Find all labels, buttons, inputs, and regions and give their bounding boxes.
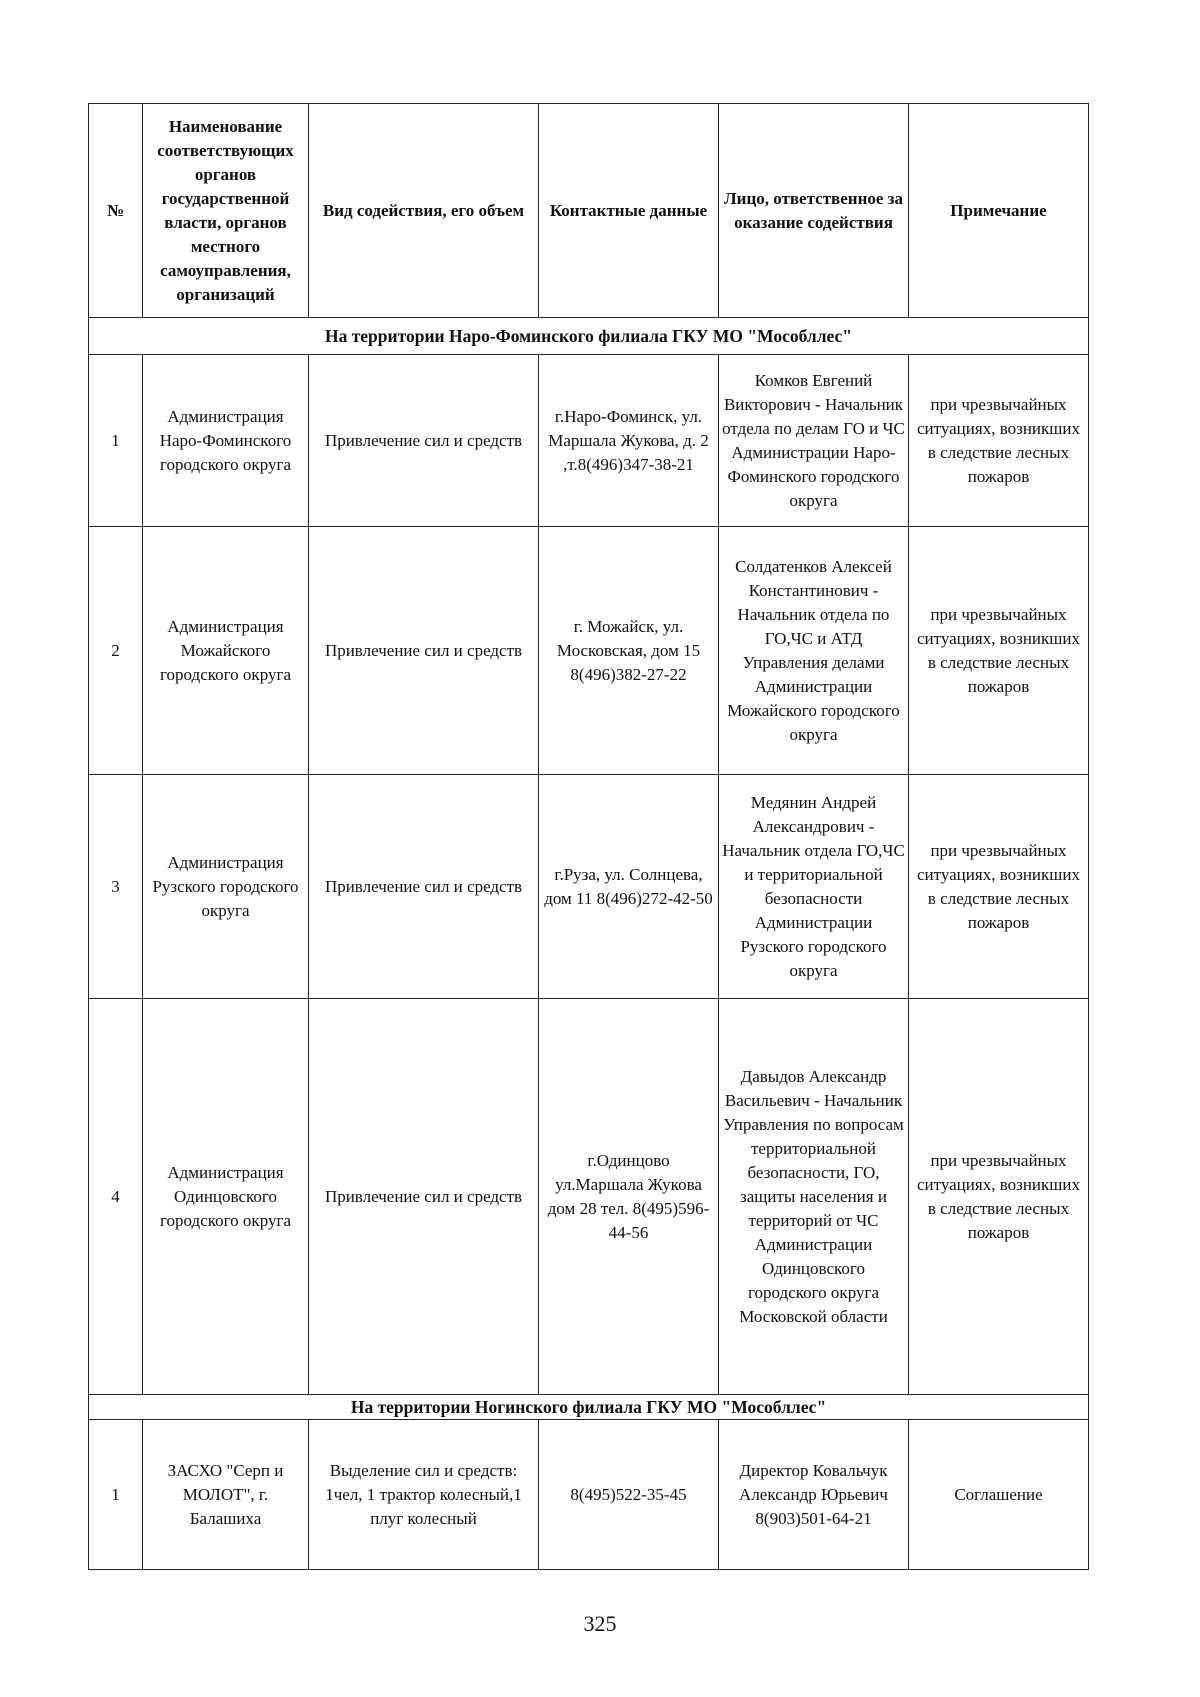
row-type: Выделение сил и средств: 1чел, 1 трактор колесный,1 плуг колесный <box>309 1420 539 1570</box>
row-note: Соглашение <box>909 1420 1089 1570</box>
row-type: Привлечение сил и средств <box>309 355 539 527</box>
section-title: На территории Ногинского филиала ГКУ МО "Мособллес" <box>89 1395 1089 1420</box>
header-type: Вид содействия, его объем <box>309 104 539 318</box>
table-row <box>89 775 1089 999</box>
row-org: Администрация Наро-Фоминского городского округа <box>143 355 309 527</box>
row-num: 2 <box>89 527 143 775</box>
row-contacts: г. Можайск, ул. Московская, дом 15 8(496)382-27-22 <box>539 527 719 775</box>
row-note: при чрезвычайных ситуациях, возникших в следствие лесных пожаров <box>909 999 1089 1395</box>
table-row <box>89 355 1089 527</box>
section-row-naro-fominsk <box>89 318 1089 355</box>
table-row <box>89 1420 1089 1570</box>
header-person: Лицо, ответственное за оказание содействия <box>719 104 909 318</box>
row-num: 1 <box>89 1420 143 1570</box>
section-title: На территории Наро-Фоминского филиала ГКУ МО "Мособллес" <box>89 318 1089 355</box>
row-note: при чрезвычайных ситуациях, возникших в следствие лесных пожаров <box>909 355 1089 527</box>
header-note: Примечание <box>909 104 1089 318</box>
row-person: Комков Евгений Викторович - Начальник отдела по делам ГО и ЧС Администрации Наро-Фоминского городского округа <box>719 355 909 527</box>
document-page <box>88 103 1088 1570</box>
row-note: при чрезвычайных ситуациях, возникших в следствие лесных пожаров <box>909 775 1089 999</box>
row-contacts: г.Руза, ул. Солнцева, дом 11 8(496)272-42-50 <box>539 775 719 999</box>
section-row-noginsk <box>89 1395 1089 1420</box>
row-person: Медянин Андрей Александрович - Начальник отдела ГО,ЧС и территориальной безопасности Администрации Рузского городского округа <box>719 775 909 999</box>
row-num: 1 <box>89 355 143 527</box>
row-person: Директор Ковальчук Александр Юрьевич 8(903)501-64-21 <box>719 1420 909 1570</box>
row-type: Привлечение сил и средств <box>309 775 539 999</box>
row-note: при чрезвычайных ситуациях, возникших в следствие лесных пожаров <box>909 527 1089 775</box>
row-contacts: г.Одинцово ул.Маршала Жукова дом 28 тел. 8(495)596-44-56 <box>539 999 719 1395</box>
header-num: № <box>89 104 143 318</box>
row-num: 4 <box>89 999 143 1395</box>
row-person: Давыдов Александр Васильевич - Начальник Управления по вопросам территориальной безопасности, ГО, защиты населения и территорий от ЧС Администрации Одинцовского городского округа Московской области <box>719 999 909 1395</box>
table-row <box>89 527 1089 775</box>
row-num: 3 <box>89 775 143 999</box>
assistance-table <box>88 103 1089 1570</box>
page-number: 325 <box>583 1611 617 1636</box>
row-person: Солдатенков Алексей Константинович - Начальник отдела по ГО,ЧС и АТД Управления делами Администрации Можайского городского округа <box>719 527 909 775</box>
row-type: Привлечение сил и средств <box>309 999 539 1395</box>
row-org: Администрация Можайского городского округа <box>143 527 309 775</box>
header-contacts: Контактные данные <box>539 104 719 318</box>
table-row <box>89 999 1089 1395</box>
header-row <box>89 104 1089 318</box>
header-org: Наименование соответствующих органов государственной власти, органов местного самоуправления, организаций <box>143 104 309 318</box>
row-org: ЗАСХО "Серп и МОЛОТ", г. Балашиха <box>143 1420 309 1570</box>
row-contacts: г.Наро-Фоминск, ул. Маршала Жукова, д. 2 ,т.8(496)347-38-21 <box>539 355 719 527</box>
row-org: Администрация Рузского городского округа <box>143 775 309 999</box>
row-contacts: 8(495)522-35-45 <box>539 1420 719 1570</box>
row-type: Привлечение сил и средств <box>309 527 539 775</box>
row-org: Администрация Одинцовского городского округа <box>143 999 309 1395</box>
